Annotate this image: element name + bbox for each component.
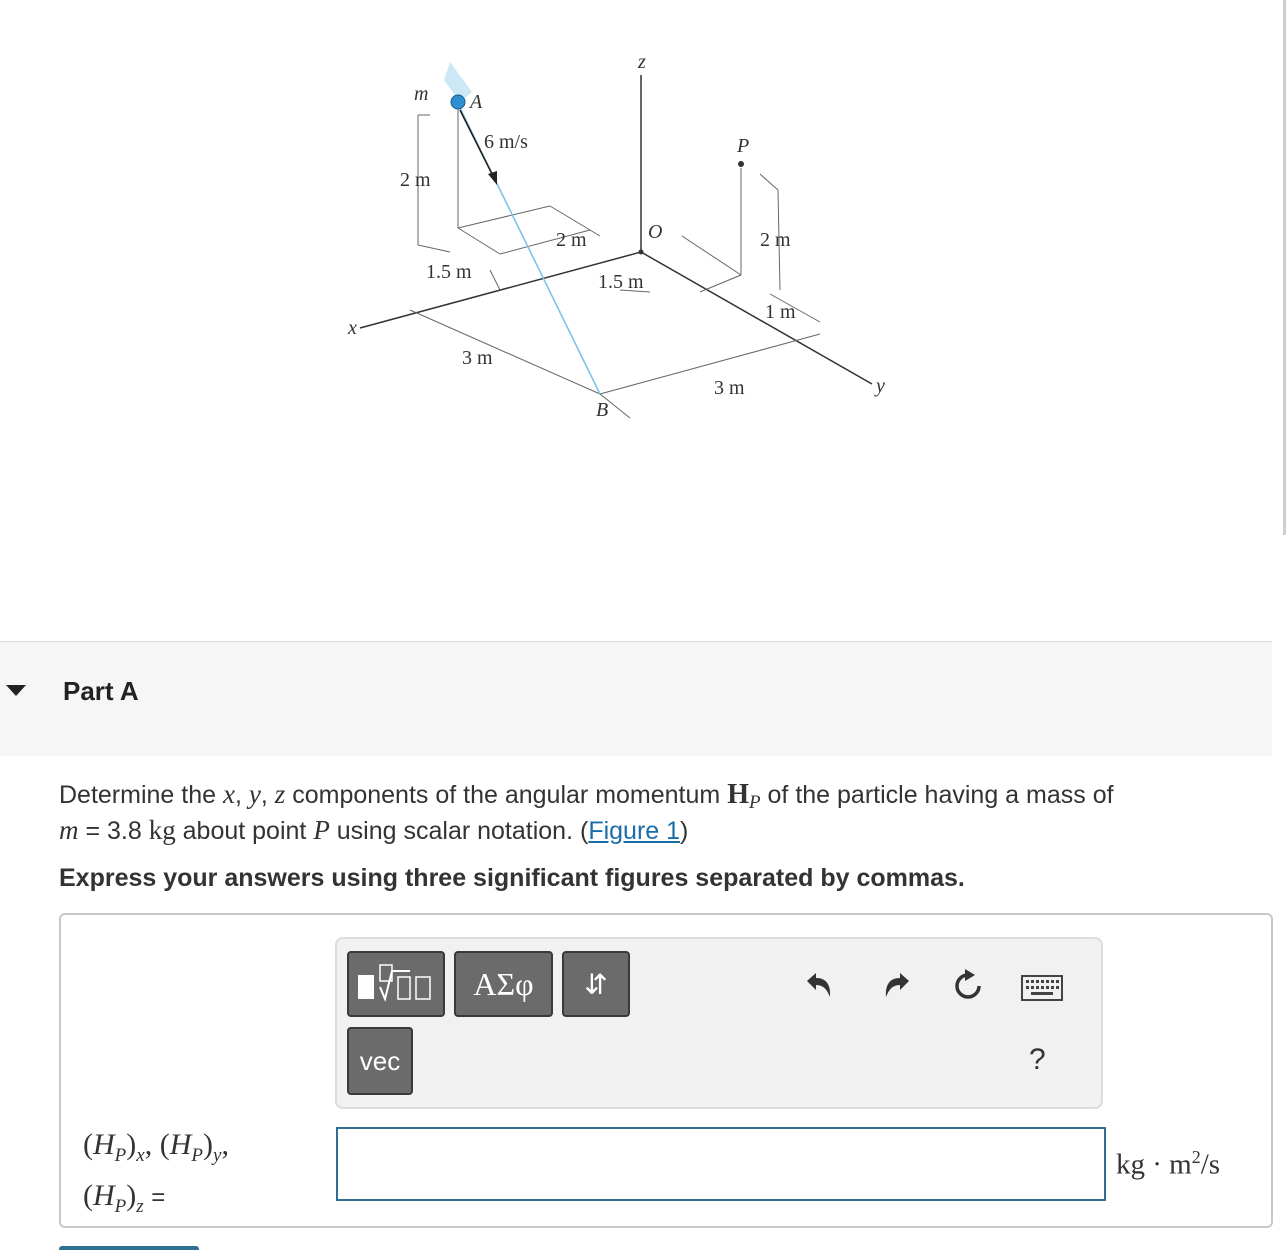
P-label: P (737, 135, 750, 157)
figure (300, 40, 920, 440)
dim-3m-left: 3 m (462, 347, 493, 369)
dim-1-5m-left: 1.5 m (426, 261, 472, 283)
vec-button[interactable]: vec (347, 1027, 413, 1095)
units-label: kg · $m^2/s$ (1116, 1147, 1221, 1181)
y-label: y (876, 375, 885, 397)
dim-1-5m-mid: 1.5 m (598, 271, 644, 293)
math-toolbar (335, 937, 1103, 1109)
A-label: A (470, 91, 483, 113)
y-axis (641, 252, 872, 384)
part-a-header[interactable] (0, 641, 1272, 756)
collapse-caret-icon[interactable] (6, 685, 26, 696)
redo-icon[interactable] (881, 969, 913, 1001)
question-text: Determine the x, y, z components of the angular momentum $H_P$ of the particle having a mass of m = 3.8 kg about point P using scalar notation. (Figure 1) (59, 779, 1114, 845)
speed-label: 6 m/s (484, 131, 528, 153)
templates-button[interactable] (347, 951, 445, 1017)
origin-dot (639, 250, 644, 255)
dim-1m: 1 m (765, 301, 796, 323)
figure-diagram (300, 40, 920, 440)
keyboard-icon[interactable] (1021, 975, 1063, 1003)
part-title: Part A (63, 676, 139, 706)
m-label: m (414, 83, 429, 105)
instruction-text: Express your answers using three significant figures separated by commas. (59, 864, 965, 892)
help-button[interactable]: ? (1029, 1043, 1046, 1076)
submit-button[interactable] (59, 1246, 199, 1250)
dim-3m-bottom: 3 m (714, 377, 745, 399)
answer-label: $(H_P)_x$, $(H_P)_y$, $(H_P)_z$ = (83, 1128, 229, 1217)
dim-2m-right: 2 m (760, 229, 791, 251)
greek-symbols-button[interactable]: ΑΣφ (454, 951, 553, 1017)
point-P-dot (738, 161, 744, 167)
arrows-button[interactable]: ⇵ (562, 951, 630, 1017)
x-label: x (348, 317, 357, 339)
dim-2m-mid: 2 m (556, 229, 587, 251)
reset-icon[interactable] (951, 969, 985, 1003)
velocity-arrowhead (488, 171, 497, 185)
particle-A (451, 95, 465, 109)
O-label: O (648, 221, 663, 243)
templates-icon (354, 961, 438, 1007)
figure-link[interactable]: Figure 1 (588, 817, 681, 845)
z-label: z (638, 51, 646, 73)
B-label: B (596, 399, 609, 421)
answer-input[interactable] (336, 1127, 1106, 1201)
dim-2m-left: 2 m (400, 169, 431, 191)
answer-box (59, 913, 1273, 1228)
undo-icon[interactable] (803, 969, 835, 1001)
